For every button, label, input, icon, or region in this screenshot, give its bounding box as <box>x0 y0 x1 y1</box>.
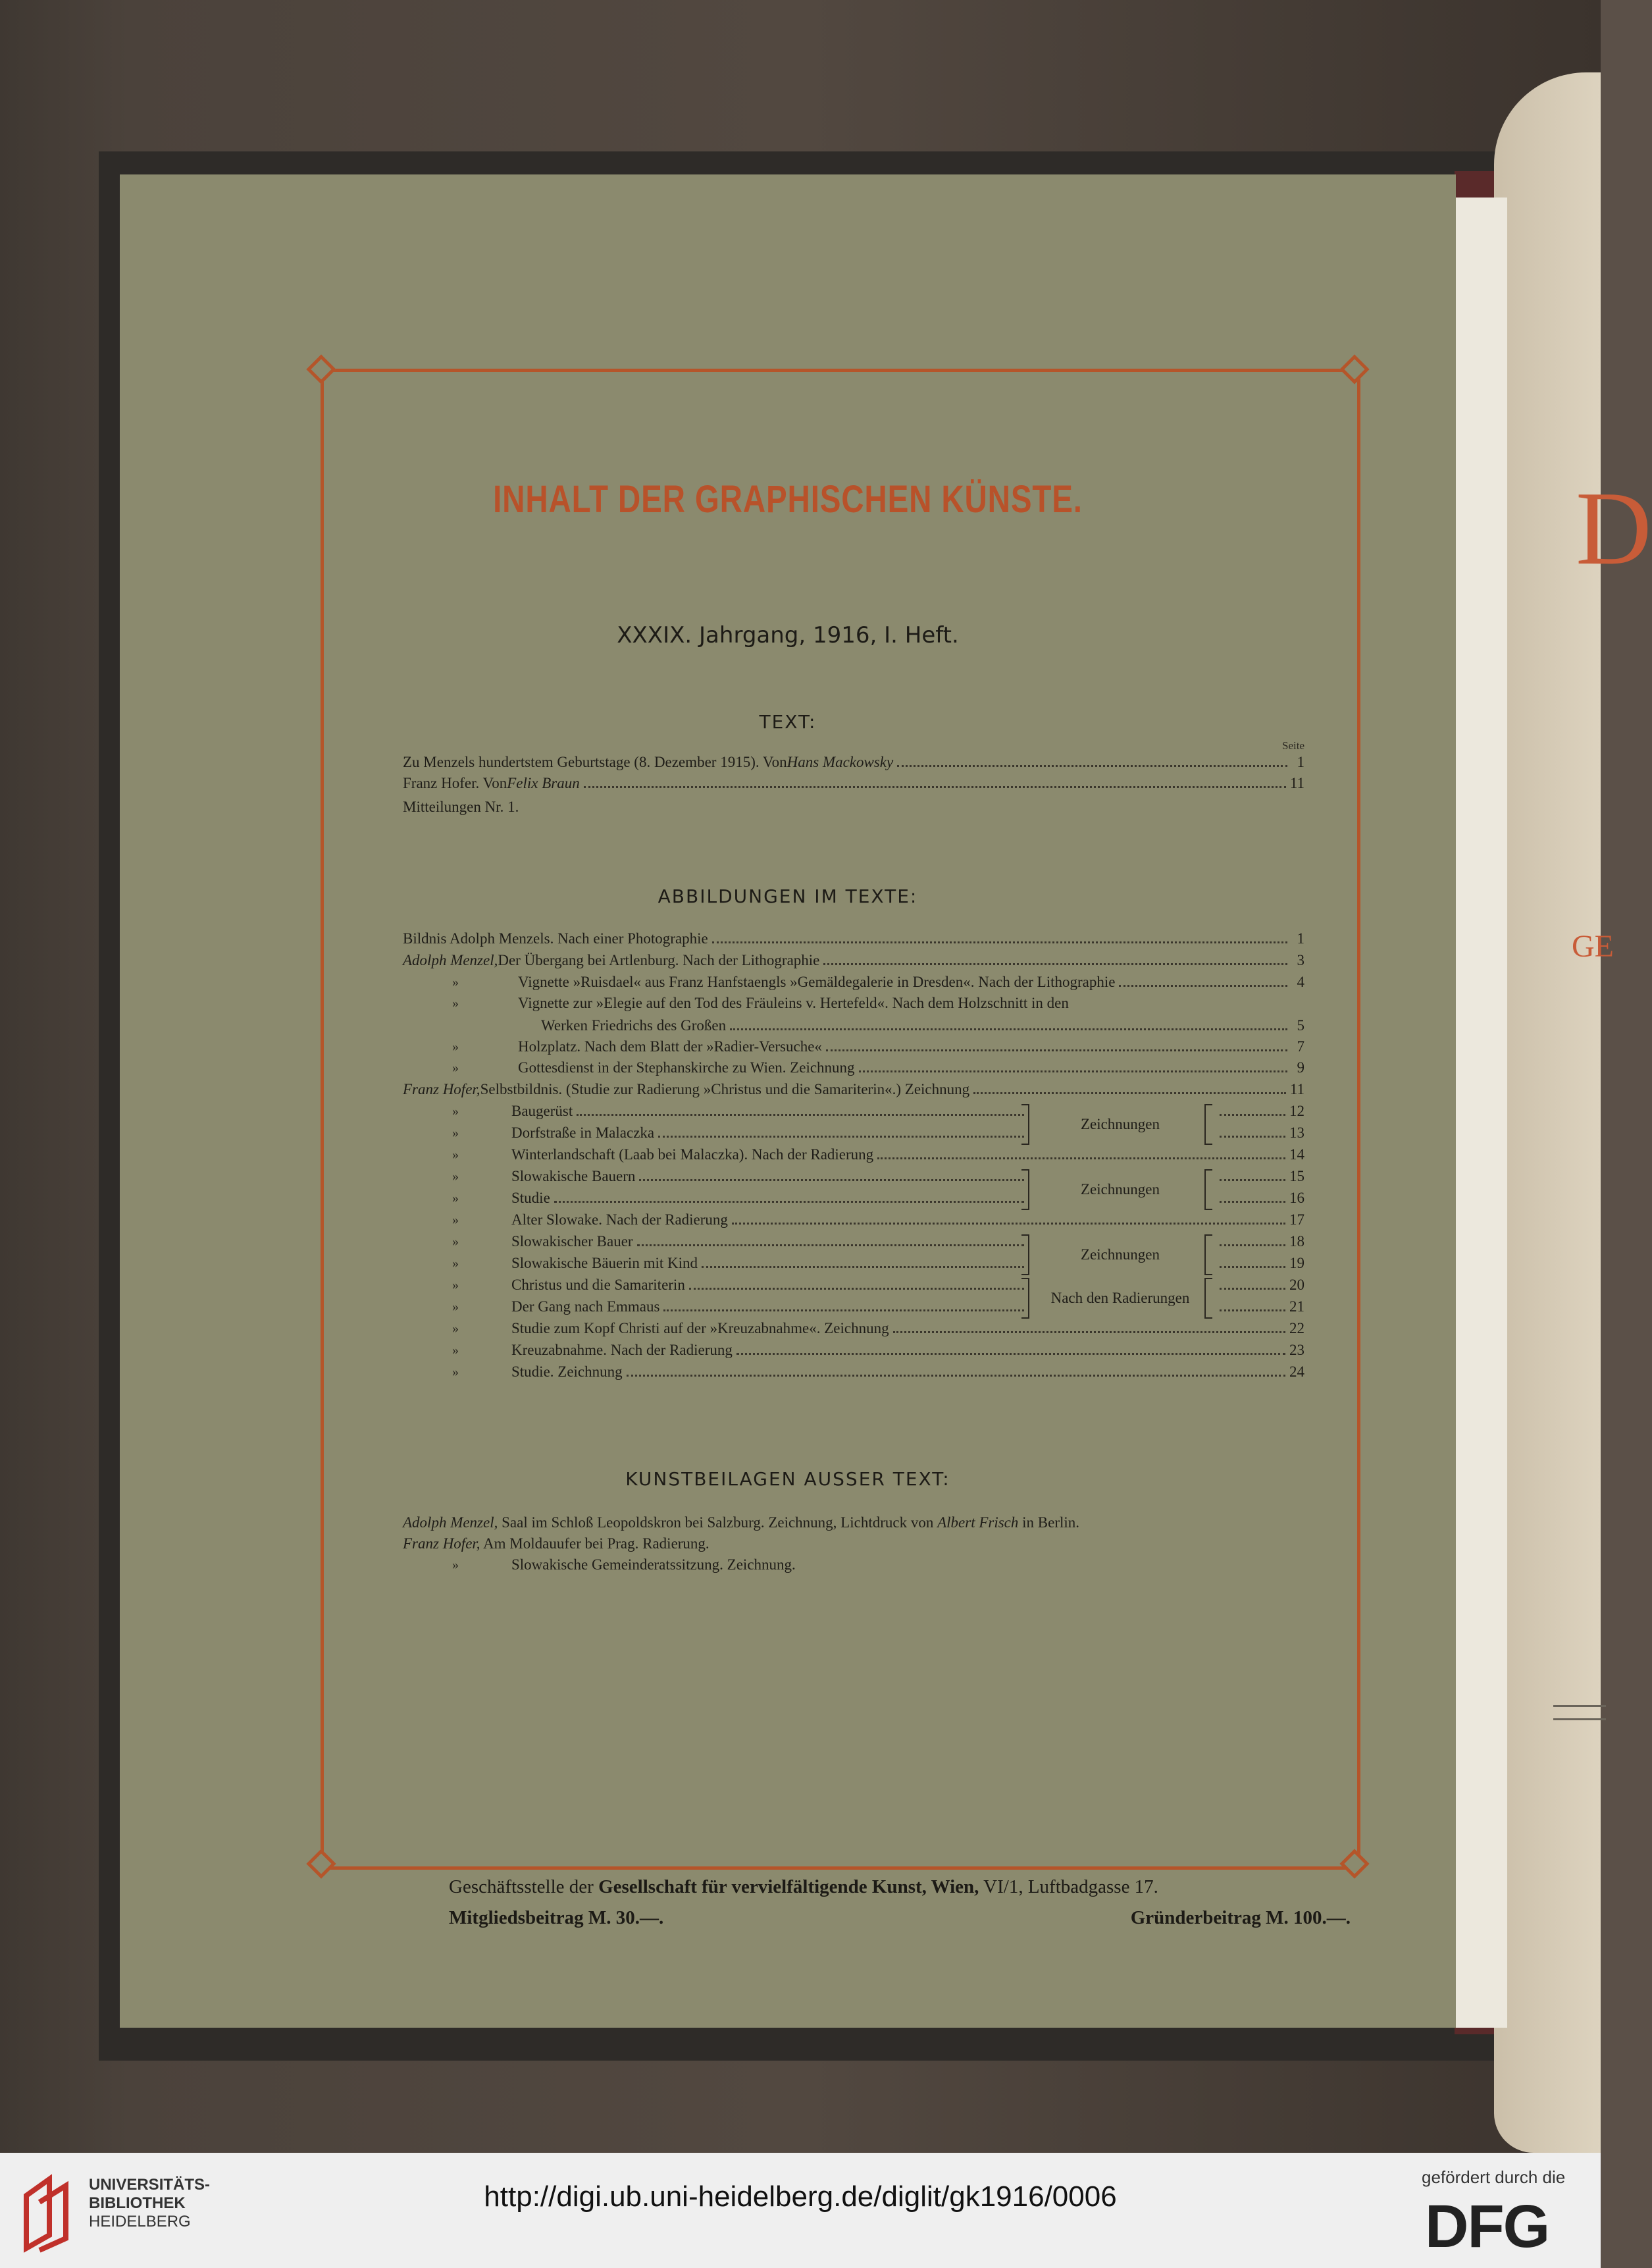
page-ref: 16 <box>1216 1190 1304 1211</box>
illustration-entry: Vignette »Ruisdael« aus Franz Hanfstaengls »Gemäldegalerie in Dresden«. Nach der Lithographie 4 <box>518 974 1304 990</box>
ditto-mark: » <box>452 1256 459 1271</box>
illustration-entry: Alter Slowake. Nach der Radierung 17 <box>511 1211 1304 1228</box>
permalink-url[interactable]: http://digi.ub.uni-heidelberg.de/diglit/gk1916/0006 <box>484 2180 1117 2213</box>
facing-page-letter: D <box>1576 469 1652 587</box>
illustration-entry: Slowakische Bäuerin mit Kind <box>511 1255 1028 1276</box>
facing-page-rule <box>1553 1718 1606 1720</box>
illustration-entry: Winterlandschaft (Laab bei Malaczka). Nach der Radierung 14 <box>511 1146 1304 1163</box>
ditto-mark: » <box>452 996 459 1011</box>
publisher-line: Geschäftsstelle der Gesellschaft für vervielfältigende Kunst, Wien, VI/1, Luftbadgasse 17. <box>449 1876 1158 1897</box>
illustration-entry: Bildnis Adolph Menzels. Nach einer Photographie 1 <box>403 930 1304 947</box>
illustration-entry: Christus und die Samariterin <box>511 1277 1028 1298</box>
illustration-entry: Slowakische Bauern <box>511 1168 1028 1189</box>
text-heading: TEXT: <box>759 711 817 733</box>
illustration-entry: Franz Hofer, Selbstbildnis. (Studie zur Radierung »Christus und die Samariterin«.) Zeichnung 11 <box>403 1081 1304 1097</box>
ditto-mark: » <box>452 1365 459 1379</box>
plate-entry: Franz Hofer, Am Moldauufer bei Prag. Radierung. <box>403 1535 710 1552</box>
illustration-entry: Vignette zur »Elegie auf den Tod des Fräuleins v. Hertefeld«. Nach dem Holzschnitt in den <box>518 995 1069 1011</box>
illustration-entry: Holzplatz. Nach dem Blatt der »Radier-Versuche« 7 <box>518 1038 1304 1055</box>
contents-page <box>120 174 1456 2028</box>
illustration-entry: Studie. Zeichnung 24 <box>511 1363 1304 1380</box>
facing-page <box>1494 72 1652 2153</box>
membership-fee: Mitgliedsbeitrag M. 30.—. <box>449 1907 664 1928</box>
ditto-mark: » <box>452 1558 459 1572</box>
ditto-mark: » <box>452 1300 459 1314</box>
group-label: Nach den Radierungen <box>1050 1290 1190 1306</box>
group-brace <box>1204 1278 1212 1319</box>
founder-fee: Gründerbeitrag M. 100.—. <box>1130 1907 1351 1928</box>
text-entry: Mitteilungen Nr. 1. <box>403 799 519 815</box>
illustration-entry: Baugerüst <box>511 1103 1028 1124</box>
kunstbeilagen-heading: KUNSTBEILAGEN AUSSER TEXT: <box>625 1468 950 1490</box>
page-ref: 19 <box>1216 1255 1304 1276</box>
ditto-mark: » <box>452 1040 459 1054</box>
funding-note: gefördert durch die <box>1422 2167 1566 2187</box>
illustration-entry: Studie <box>511 1190 1028 1211</box>
illustration-entry: Slowakischer Bauer <box>511 1233 1028 1254</box>
plate-entry: Adolph Menzel, Saal im Schloß Leopoldskron bei Salzburg. Zeichnung, Lichtdruck von Albert Frisch in Berlin. <box>403 1514 1080 1531</box>
text-entry: Franz Hofer. Von Felix Braun 11 <box>403 775 1304 791</box>
abbildungen-heading: ABBILDUNGEN IM TEXTE: <box>658 885 918 907</box>
text-entry: Zu Menzels hundertstem Geburtstage (8. Dezember 1915). Von Hans Mackowsky 1 <box>403 754 1304 770</box>
group-label: Zeichnungen <box>1080 1181 1160 1198</box>
group-brace <box>1204 1234 1212 1275</box>
ditto-mark: » <box>452 1278 459 1292</box>
ditto-mark: » <box>452 1104 459 1119</box>
membership-line <box>449 1907 1351 1929</box>
ditto-mark: » <box>452 1343 459 1358</box>
ditto-mark: » <box>452 1147 459 1162</box>
ditto-mark: » <box>452 1191 459 1205</box>
page-ref: 20 <box>1216 1277 1304 1298</box>
illustration-entry: Gottesdienst in der Stephanskirche zu Wien. Zeichnung 9 <box>518 1059 1304 1076</box>
page-ref: 12 <box>1216 1103 1304 1124</box>
seite-label: Seite <box>1282 739 1304 752</box>
illustration-entry: Kreuzabnahme. Nach der Radierung 23 <box>511 1342 1304 1358</box>
university-library-name: UNIVERSITÄTS- BIBLIOTHEK HEIDELBERG <box>89 2176 211 2230</box>
group-label: Zeichnungen <box>1080 1116 1160 1132</box>
ditto-mark: » <box>452 975 459 989</box>
ditto-mark: » <box>452 1169 459 1184</box>
group-label: Zeichnungen <box>1080 1246 1160 1263</box>
page-ref: 18 <box>1216 1233 1304 1254</box>
ditto-mark: » <box>452 1213 459 1227</box>
facing-page-fragment: GE <box>1572 929 1614 964</box>
illustration-entry: Studie zum Kopf Christi auf der »Kreuzabnahme«. Zeichnung 22 <box>511 1320 1304 1336</box>
dfg-logo: DFG <box>1425 2193 1549 2260</box>
page-title: INHALT DER GRAPHISCHEN KÜNSTE. <box>493 478 1083 521</box>
ditto-mark: » <box>452 1321 459 1336</box>
illustration-entry: Adolph Menzel, Der Übergang bei Artlenburg. Nach der Lithographie 3 <box>403 952 1304 968</box>
group-brace <box>1204 1169 1212 1210</box>
ditto-mark: » <box>452 1061 459 1075</box>
ditto-mark: » <box>452 1126 459 1140</box>
ditto-mark: » <box>452 1234 459 1249</box>
facing-page-rule <box>1553 1705 1606 1707</box>
group-brace <box>1204 1104 1212 1145</box>
page-ref: 21 <box>1216 1298 1304 1319</box>
page-edge <box>1455 198 1507 2028</box>
page-ref: 15 <box>1216 1168 1304 1189</box>
illustration-entry-continued: Werken Friedrichs des Großen 5 <box>541 1017 1304 1034</box>
plate-entry: Slowakische Gemeinderatssitzung. Zeichnung. <box>511 1556 796 1573</box>
illustration-entry: Dorfstraße in Malaczka <box>511 1124 1028 1146</box>
page-ref: 13 <box>1216 1124 1304 1146</box>
illustration-entry: Der Gang nach Emmaus <box>511 1298 1028 1319</box>
issue-line: XXXIX. Jahrgang, 1916, I. Heft. <box>617 622 959 648</box>
